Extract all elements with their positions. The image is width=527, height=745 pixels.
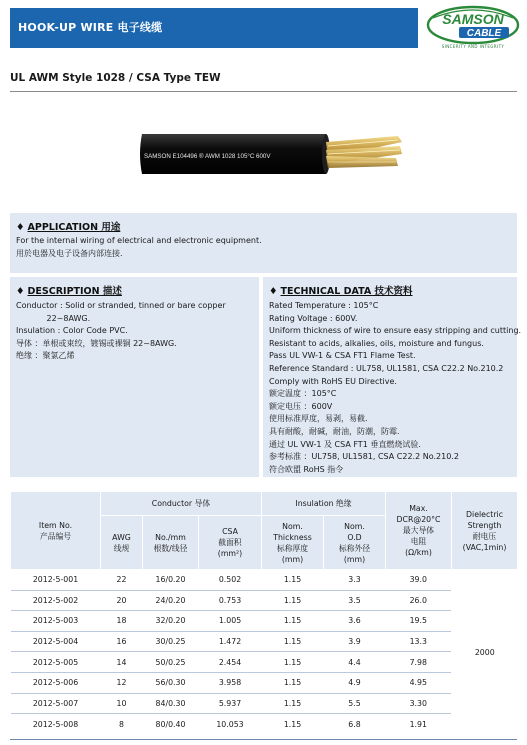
cell-csa: 2.454 (199, 652, 262, 673)
header-insulation: Insulation 绝缘 (262, 492, 386, 516)
cell-csa: 3.958 (199, 672, 262, 693)
cell-thickness: 1.15 (262, 611, 324, 632)
cell-csa: 5.937 (199, 693, 262, 714)
cell-thickness: 1.15 (262, 714, 324, 735)
cell-awg: 20 (101, 590, 143, 611)
header-awg: AWG 线规 (101, 516, 143, 570)
cell-od: 5.5 (324, 693, 386, 714)
header-bar (0, 0, 527, 54)
description-title-text: DESCRIPTION 描述 (27, 286, 122, 297)
header-item-no: Item No. 产品编号 (11, 492, 101, 570)
page-title: HOOK-UP WIRE 电子线缆 (18, 21, 163, 34)
cell-item-no: 2012-5-001 (11, 570, 101, 591)
cell-item-no: 2012-5-002 (11, 590, 101, 611)
cell-awg: 16 (101, 631, 143, 652)
technical-title (269, 283, 413, 297)
cell-od: 3.5 (324, 590, 386, 611)
logo-tagline: SINCERITY AND INTEGRITY (441, 44, 505, 49)
cell-awg: 14 (101, 652, 143, 673)
description-title (16, 283, 122, 297)
table-row (11, 714, 518, 735)
cell-thickness: 1.15 (262, 570, 324, 591)
technical-text: Rated Temperature : 105°C Rating Voltage : 600V. Uniform thickness of wire to ensure easy stripping and cutting. Resistant to acids, alkalies, oils, moisture and fungus. Pass UL VW-1 & CSA FT1 Flame Test. Reference Standard : UL758, UL1581, CSA C22.2 No.210.2 Comply with RoHS EU Directive. 额定温度 ：105°C 额定电压 ：600V 使用标准厚度，易剥，易截. 具有耐酸，耐碱，耐油，防潮，防霉. 通过 UL VW-1 及 CSA FT1 垂直燃烧试验. 参考标准 ：UL758, UL1581, CSA C22.2 No.210.2 符合欧盟 RoHS 指令 (269, 301, 522, 474)
specification-table-wrap (10, 491, 517, 740)
cell-awg: 10 (101, 693, 143, 714)
cell-no-mm: 50/0.25 (143, 652, 199, 673)
diamond-bullet-icon: ♦ (269, 286, 278, 297)
table-body (11, 570, 518, 735)
cell-item-no: 2012-5-005 (11, 652, 101, 673)
cell-od: 4.9 (324, 672, 386, 693)
table-row (11, 631, 518, 652)
cell-dielectric-strength: 2000 (452, 570, 518, 735)
cell-no-mm: 24/0.20 (143, 590, 199, 611)
header-csa: CSA 截面积 (mm²) (199, 516, 262, 570)
cable-image (136, 124, 406, 184)
cell-csa: 0.502 (199, 570, 262, 591)
cell-od: 3.9 (324, 631, 386, 652)
description-panel (10, 277, 259, 477)
cell-item-no: 2012-5-003 (11, 611, 101, 632)
cell-no-mm: 56/0.30 (143, 672, 199, 693)
cell-awg: 18 (101, 611, 143, 632)
table-row (11, 693, 518, 714)
cell-csa: 1.472 (199, 631, 262, 652)
cell-dcr: 7.98 (386, 652, 452, 673)
cell-awg: 22 (101, 570, 143, 591)
cell-dcr: 4.95 (386, 672, 452, 693)
table-row (11, 611, 518, 632)
cell-awg: 8 (101, 714, 143, 735)
cell-thickness: 1.15 (262, 652, 324, 673)
svg-text:CABLE: CABLE (466, 28, 502, 39)
product-subtitle: UL AWM Style 1028 / CSA Type TEW (10, 72, 221, 84)
cell-no-mm: 80/0.40 (143, 714, 199, 735)
table-bottom-rule (10, 739, 517, 740)
cell-od: 6.8 (324, 714, 386, 735)
cell-dcr: 1.91 (386, 714, 452, 735)
description-text: Conductor : Solid or stranded, tinned or bare copper 22~8AWG. Insulation : Color Code PVC. 导体 ：单根或束绞，镀锡或裸铜 22~8AWG. 绝缘 ：聚氯乙烯 (16, 301, 226, 361)
cell-item-no: 2012-5-007 (11, 693, 101, 714)
table-row (11, 652, 518, 673)
cell-od: 3.6 (324, 611, 386, 632)
cell-csa: 10.053 (199, 714, 262, 735)
cell-dcr: 3.30 (386, 693, 452, 714)
cell-no-mm: 16/0.20 (143, 570, 199, 591)
header-dielectric: Dielectric Strength 耐电压 (VAC,1min) (452, 492, 518, 570)
application-title (16, 219, 120, 233)
cell-thickness: 1.15 (262, 693, 324, 714)
cell-dcr: 19.5 (386, 611, 452, 632)
table-row (11, 590, 518, 611)
cell-od: 4.4 (324, 652, 386, 673)
cell-awg: 12 (101, 672, 143, 693)
cell-thickness: 1.15 (262, 631, 324, 652)
cell-dcr: 13.3 (386, 631, 452, 652)
application-title-text: APPLICATION 用途 (27, 222, 121, 233)
header-max-dcr: Max. DCR@20°C 最大导体 电阻 (Ω/km) (386, 492, 452, 570)
divider (10, 91, 517, 92)
cell-no-mm: 32/0.20 (143, 611, 199, 632)
cell-no-mm: 30/0.25 (143, 631, 199, 652)
cell-csa: 0.753 (199, 590, 262, 611)
cell-item-no: 2012-5-004 (11, 631, 101, 652)
cable-print-text: SAMSON E104496 ® AWM 1028 105°C 600V (144, 153, 271, 160)
svg-text:SAMSON: SAMSON (442, 11, 504, 27)
header-od: Nom. O.D 标称外径 (mm) (324, 516, 386, 570)
cell-item-no: 2012-5-006 (11, 672, 101, 693)
cell-item-no: 2012-5-008 (11, 714, 101, 735)
cell-dcr: 39.0 (386, 570, 452, 591)
diamond-bullet-icon: ♦ (16, 286, 25, 297)
technical-title-text: TECHNICAL DATA 技术资料 (280, 286, 413, 297)
header-thickness: Nom. Thickness 标称厚度 (mm) (262, 516, 324, 570)
application-text: For the internal wiring of electrical and electronic equipment. 用於电器及电子设备内部连接. (16, 236, 262, 258)
specification-table (10, 491, 518, 734)
cell-csa: 1.005 (199, 611, 262, 632)
cell-dcr: 26.0 (386, 590, 452, 611)
diamond-bullet-icon: ♦ (16, 222, 25, 233)
cell-no-mm: 84/0.30 (143, 693, 199, 714)
header-no-mm: No./mm 根数/线径 (143, 516, 199, 570)
application-panel (10, 213, 517, 273)
cell-thickness: 1.15 (262, 590, 324, 611)
cell-thickness: 1.15 (262, 672, 324, 693)
cell-od: 3.3 (324, 570, 386, 591)
header-conductor: Conductor 导体 (101, 492, 262, 516)
table-row (11, 570, 518, 591)
table-row (11, 672, 518, 693)
technical-data-panel (263, 277, 522, 477)
